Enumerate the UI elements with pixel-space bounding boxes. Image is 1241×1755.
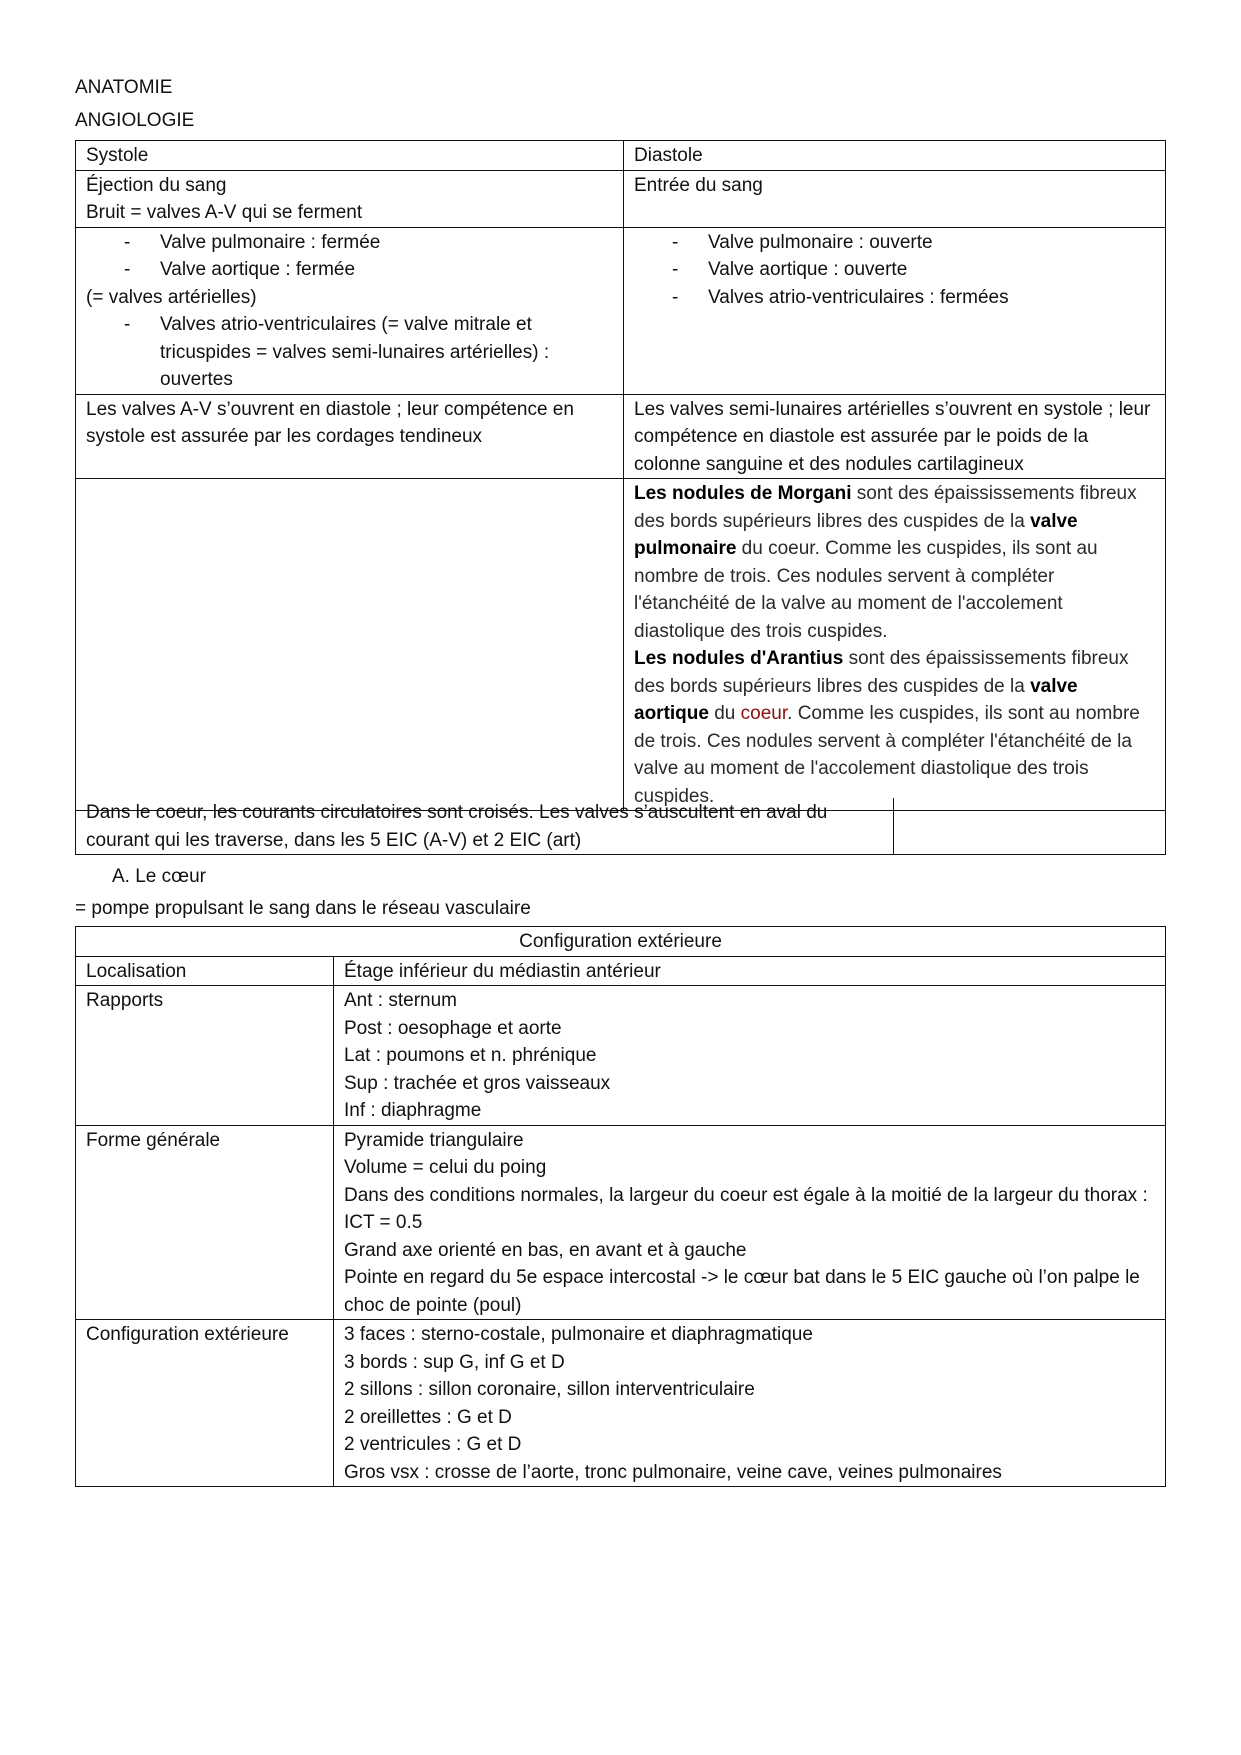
morgani-valve: valve pulmonaire bbox=[634, 510, 1078, 559]
text-line: Bruit = valves A-V qui se ferment bbox=[86, 202, 363, 223]
morgani-text: sont des épaississements fibreux des bords supérieurs libres des cuspides de la bbox=[634, 483, 1137, 532]
config-header: Configuration extérieure bbox=[76, 927, 1166, 957]
valve-list bbox=[86, 229, 613, 284]
text-line: Étage inférieur du médiastin antérieur bbox=[344, 960, 661, 982]
row-value bbox=[334, 986, 1166, 1126]
list-item: - Valves atrio-ventriculaires : fermées bbox=[634, 284, 1155, 312]
auscultation-note: Dans le coeur, les courants circulatoires sont croisés. Les valves s’auscultent en aval du courant qui les traverse, dans les 5 EIC (A-V) et 2 EIC (art) bbox=[76, 798, 894, 855]
valve-note: (= valves artérielles) bbox=[86, 286, 257, 308]
text-line: Post : oesophage et aorte bbox=[344, 1017, 562, 1039]
arantius-text: du bbox=[708, 703, 741, 724]
section-definition: = pompe propulsant le sang dans le réseau vasculaire bbox=[75, 898, 531, 919]
text-line: Ant : sternum bbox=[344, 990, 457, 1011]
systole-cell bbox=[76, 170, 624, 227]
configuration-table bbox=[75, 926, 1166, 1487]
cardiac-cycle-table bbox=[75, 140, 1166, 811]
text-line: Dans des conditions normales, la largeur du coeur est égale à la moitié de la largeur du thorax : ICT = 0.5 bbox=[344, 1184, 1148, 1233]
table-row bbox=[76, 956, 1166, 986]
text-line: 2 oreillettes : G et D bbox=[344, 1406, 512, 1428]
table-row bbox=[76, 479, 1166, 811]
list-item: - Valves atrio-ventriculaires (= valve mitrale et tricuspides = valves semi-lunaires artérielles) : ouvertes bbox=[86, 311, 613, 394]
header-diastole: Diastole bbox=[624, 141, 1166, 171]
table-header-row bbox=[76, 927, 1166, 957]
table-row bbox=[76, 170, 1166, 227]
list-item: - Valve pulmonaire : fermée bbox=[86, 229, 613, 257]
text-line: 2 ventricules : G et D bbox=[344, 1434, 522, 1455]
text-line: Volume = celui du poing bbox=[344, 1157, 547, 1178]
text-line: Pyramide triangulaire bbox=[344, 1129, 524, 1151]
empty-cell bbox=[894, 798, 1166, 855]
table-row bbox=[76, 227, 1166, 394]
text-line: 3 faces : sterno-costale, pulmonaire et diaphragmatique bbox=[344, 1324, 813, 1345]
text-line: 3 bords : sup G, inf G et D bbox=[344, 1351, 565, 1373]
text-line: Sup : trachée et gros vaisseaux bbox=[344, 1072, 611, 1094]
arantius-text: . Comme les cuspides, ils sont au nombre de trois. Ces nodules servent à compléter l'étanchéité de la valve au moment de l'accolement diastolique des trois cuspides. bbox=[634, 703, 1140, 807]
diastole-valves-cell bbox=[624, 227, 1166, 394]
header-systole: Systole bbox=[76, 141, 624, 171]
arantius-valve: valve aortique bbox=[634, 675, 1078, 724]
section-heading: A. Le cœur bbox=[112, 866, 206, 887]
list-item: - Valve pulmonaire : ouverte bbox=[634, 229, 1155, 257]
arantius-text: sont des épaississements fibreux des bords supérieurs libres des cuspides de la bbox=[634, 648, 1129, 697]
table-row bbox=[76, 798, 1166, 855]
valve-list bbox=[634, 229, 1155, 312]
row-label: Localisation bbox=[76, 956, 334, 986]
text-line: Lat : poumons et n. phrénique bbox=[344, 1045, 597, 1066]
list-item: - Valve aortique : ouverte bbox=[634, 256, 1155, 284]
text-line: 2 sillons : sillon coronaire, sillon interventriculaire bbox=[344, 1379, 755, 1400]
table-row bbox=[76, 394, 1166, 479]
row-value bbox=[334, 1320, 1166, 1487]
text-line: Entrée du sang bbox=[634, 174, 763, 196]
row-label: Rapports bbox=[76, 986, 334, 1126]
auscultation-table bbox=[75, 798, 1166, 855]
morgani-title: Les nodules de Morgani bbox=[634, 483, 852, 504]
systole-valves-cell bbox=[76, 227, 624, 394]
document-title: ANATOMIE bbox=[75, 77, 173, 98]
av-valves-note: Les valves A-V s’ouvrent en diastole ; leur compétence en systole est assurée par les cordages tendineux bbox=[76, 394, 624, 479]
row-label: Forme générale bbox=[76, 1125, 334, 1320]
text-line: Gros vsx : crosse de l’aorte, tronc pulmonaire, veine cave, veines pulmonaires bbox=[344, 1461, 1002, 1483]
table-row bbox=[76, 986, 1166, 1126]
list-item: - Valve aortique : fermée bbox=[86, 256, 613, 284]
nodules-cell bbox=[624, 479, 1166, 811]
diastole-cell bbox=[624, 170, 1166, 227]
text-line: Inf : diaphragme bbox=[344, 1100, 482, 1121]
row-label: Configuration extérieure bbox=[76, 1320, 334, 1487]
semilunar-valves-note: Les valves semi-lunaires artérielles s’ouvrent en systole ; leur compétence en diastole est assurée par le poids de la colonne sanguine et des nodules cartilagineux bbox=[624, 394, 1166, 479]
table-row bbox=[76, 1125, 1166, 1320]
document-subtitle: ANGIOLOGIE bbox=[75, 110, 195, 131]
row-value bbox=[334, 956, 1166, 986]
morgani-text: du coeur. Comme les cuspides, ils sont au nombre de trois. Ces nodules servent à compléter l'étanchéité de la valve au moment de l'accolement diastolique des trois cuspides. bbox=[634, 538, 1098, 642]
text-line: Grand axe orienté en bas, en avant et à gauche bbox=[344, 1239, 747, 1261]
empty-cell bbox=[76, 479, 624, 811]
text-line: Pointe en regard du 5e espace intercostal -> le cœur bat dans le 5 EIC gauche où l’on palpe le choc de pointe (poul) bbox=[344, 1267, 1140, 1316]
table-header-row bbox=[76, 141, 1166, 171]
row-value bbox=[334, 1125, 1166, 1320]
table-row bbox=[76, 1320, 1166, 1487]
valve-list bbox=[86, 311, 613, 394]
coeur-link[interactable]: coeur bbox=[740, 703, 788, 724]
text-line: Éjection du sang bbox=[86, 174, 227, 196]
arantius-title: Les nodules d'Arantius bbox=[634, 648, 844, 669]
